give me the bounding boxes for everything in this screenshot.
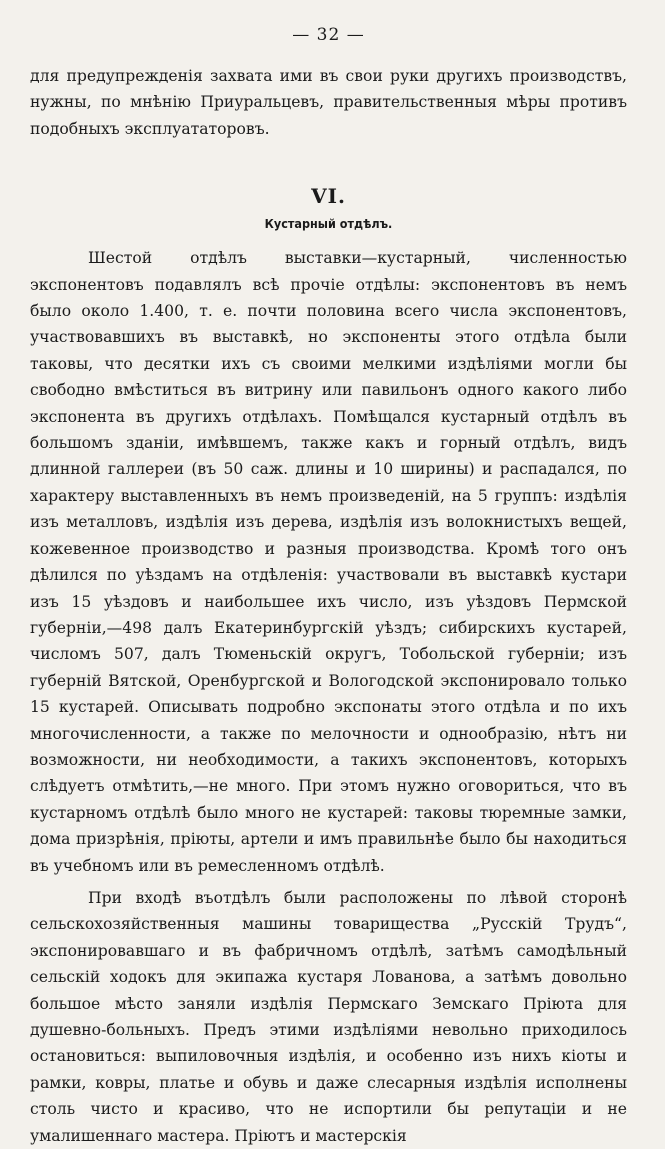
section-title: Кустарный отдѣлъ. [264, 216, 393, 232]
paragraph-1: для предупрежденія захвата ими въ свои руки другихъ производствъ, нужны, по мнѣнію Приуральцевъ, правительственныя мѣры противъ подобныхъ эксплуататоровъ. [30, 67, 627, 138]
section-number: VI. [311, 184, 346, 209]
paragraph-2: Шестой отдѣлъ выставки—кустарный, численностью экспонентовъ подавлялъ всѣ прочіе отдѣлы: экспонентовъ въ немъ было около 1.400, т. е. почти половина всего числа экспонентовъ, участвовавшихъ въ выставкѣ, но экспоненты этого отдѣла были таковы, что десятки ихъ съ своими мелкими издѣліями могли бы свободно вмѣститься въ витрину или павильонъ одного какого либо экспонента въ другихъ отдѣлахъ. Помѣщался кустарный отдѣлъ въ большомъ зданіи, имѣвшемъ, также какъ и горный отдѣлъ, видъ длинной галлереи (въ 50 саж. длины и 10 ширины) и распадался, по характеру выставленныхъ въ немъ произведеній, на 5 группъ: издѣлія изъ металловъ, издѣлія изъ дерева, издѣлія изъ волокнистыхъ вещей, кожевенное производство и разныя производства. Кромѣ того онъ дѣлился по уѣздамъ на отдѣленія: участвовали въ выставкѣ кустари изъ 15 уѣздовъ и наибольшее ихъ число, изъ уѣздовъ Пермской губерніи,—498 далъ Екатеринбургскій уѣздъ; сибирскихъ кустарей, числомъ 507, далъ Тюменьскій округъ, Тобольской губерніи; изъ губерній Вятской, Оренбургской и Вологодской экспонировало только 15 кустарей. Описывать подробно экспонаты этого отдѣла и по ихъ многочисленности, а также по мелочности и однообразію, нѣтъ ни возможности, ни необходимости, а такихъ экспонентовъ, которыхъ слѣдуетъ отмѣтить,—не много. При этомъ нужно оговориться, что въ кустарномъ отдѣлѣ было много не кустарей: таковы тюремные замки, дома призрѣнія, пріюты, артели и имъ правильнѣе было бы находиться въ учебномъ или въ ремесленномъ отдѣлѣ. [30, 249, 627, 875]
paragraph-3: При входѣ въотдѣлъ были расположены по лѣвой сторонѣ сельскохозяйственныя машины товарищества „Русскій Трудъ“, экспонировавшаго и въ фабричномъ отдѣлѣ, затѣмъ самодѣльный сельскій ходокъ для экипажа кустаря Лованова, а затѣмъ довольно большое мѣсто заняли издѣлія Пермскаго Земскаго Пріюта для душевно-больныхъ. Предъ этими издѣліями невольно приходилось остановиться: выпиловочныя издѣлія, и особенно изъ нихъ кіоты и рамки, ковры, платье и обувь и даже слесарныя издѣлія исполнены столь чисто и красиво, что не испортили бы репутаціи и не умалишеннаго мастера. Пріютъ и мастерскія [30, 888, 627, 1145]
page-number: — 32 — [292, 25, 365, 45]
